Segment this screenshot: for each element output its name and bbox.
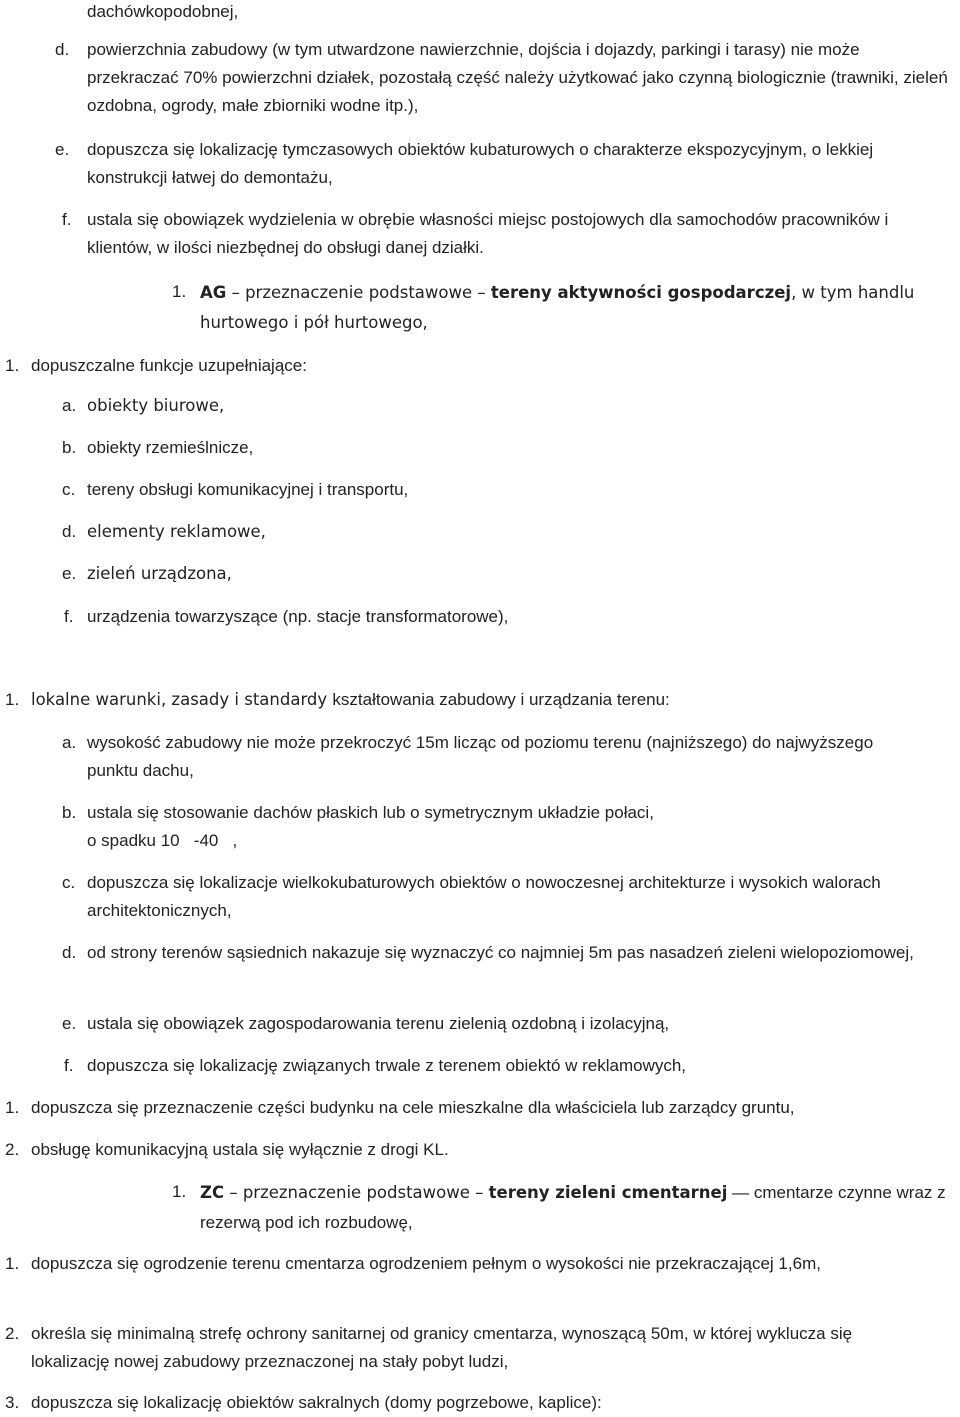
list-item — [62, 518, 942, 546]
list-marker: d. — [62, 943, 77, 962]
section-ag-text — [200, 278, 920, 338]
paragraph-fragment — [87, 0, 947, 26]
list-item-f — [62, 206, 955, 262]
list-item — [62, 560, 942, 588]
list-item — [5, 1136, 945, 1164]
section-ag-heading — [172, 278, 932, 338]
list-marker: e. — [62, 564, 77, 583]
list-marker: a. — [62, 733, 77, 752]
list-marker: f. — [62, 210, 72, 229]
list-item — [5, 1250, 915, 1278]
list-item — [62, 869, 942, 925]
list-marker: c. — [62, 480, 76, 499]
list-item-text: obsługę komunikacyjną ustala się wyłącznie z drogi KL. — [31, 1140, 449, 1159]
heading-text: dopuszczalne funkcje uzupełniające: — [31, 356, 307, 375]
heading-part-a: lokalne warunki, zasady i standardy — [31, 690, 333, 709]
list-item-text: zieleń urządzona, — [87, 564, 232, 583]
list-item — [62, 476, 942, 504]
list-marker: a. — [62, 396, 77, 415]
list-item-e — [55, 136, 955, 192]
list-item — [62, 729, 942, 785]
list-item — [5, 1320, 915, 1376]
zone-code: AG — [200, 283, 227, 302]
list-marker: d. — [62, 522, 77, 541]
list-item-text: dopuszcza się przeznaczenie części budynku na cele mieszkalne dla właściciela lub zarządcy gruntu, — [31, 1098, 795, 1117]
list-marker: b. — [62, 438, 77, 457]
list-item-text: dopuszcza się lokalizację tymczasowych obiektów kubaturowych o charakterze ekspozycyjnym, o lekkiej konstrukcji łatwej do demontażu, — [87, 140, 874, 187]
list-item-text: elementy reklamowe, — [87, 522, 266, 541]
list-marker: 3. — [5, 1393, 20, 1412]
funkcje-heading — [5, 352, 905, 380]
section-marker: 1. — [172, 1182, 187, 1201]
list-marker: f. — [64, 1056, 74, 1075]
zone-detail: , w tym handlu hurtowego i pół hurtowego, — [200, 283, 915, 332]
list-item-text: tereny obsługi komunikacyjnej i transportu, — [87, 480, 409, 499]
list-item-text: obiekty biurowe, — [87, 396, 225, 415]
list-marker: 2. — [5, 1140, 20, 1159]
list-item-text: dopuszcza się lokalizację obiektów sakralnych (domy pogrzebowe, kaplice): — [31, 1393, 602, 1412]
zone-detail: — cmentarze czynne wraz z rezerwą pod ich rozbudowę, — [200, 1183, 946, 1232]
list-item-text: ustala się obowiązek wydzielenia w obrębie własności miejsc postojowych dla samochodów pracowników i klientów, w ilości niezbędnej do obsługi danej działki. — [87, 210, 889, 257]
list-item — [62, 434, 942, 462]
zone-purpose: – przeznaczenie podstawowe – — [226, 283, 491, 302]
warunki-heading — [5, 686, 925, 714]
zone-type: tereny aktywności gospodarczej — [490, 283, 792, 302]
list-item-text: urządzenia towarzyszące (np. stacje transformatorowe), — [87, 607, 509, 626]
list-marker: 2. — [5, 1324, 20, 1343]
list-item-line2: o spadku 10 -40 , — [87, 831, 238, 850]
zone-code: ZC — [200, 1183, 225, 1202]
list-item — [5, 1094, 945, 1122]
zone-purpose: – przeznaczenie podstawowe – — [224, 1183, 489, 1202]
list-item — [64, 603, 944, 631]
heading-part-b: kształtowania zabudowy i urządzania terenu: — [332, 690, 670, 709]
fragment-text: dachówkopodobnej, — [87, 2, 239, 21]
list-item — [64, 1052, 944, 1080]
section-zc-text — [200, 1178, 960, 1238]
zone-type: tereny zieleni cmentarnej — [488, 1183, 728, 1202]
list-marker: 1. — [5, 1098, 20, 1117]
list-marker: b. — [62, 803, 77, 822]
list-item-text: od strony terenów sąsiednich nakazuje się wyznaczyć co najmniej 5m pas nasadzeń zieleni wielopoziomowej, — [87, 943, 914, 962]
list-item-text: określa się minimalną strefę ochrony sanitarnej od granicy cmentarza, wynoszącą 50m, w której wyklucza się lokalizację nowej zabudowy przeznaczonej na stały pobyt ludzi, — [31, 1324, 853, 1371]
list-item-line1: ustala się stosowanie dachów płaskich lub o symetrycznym układzie połaci, — [87, 803, 654, 822]
list-item-text: obiekty rzemieślnicze, — [87, 438, 254, 457]
list-item — [62, 1010, 942, 1038]
list-item — [62, 939, 942, 967]
heading-text — [31, 686, 925, 714]
list-item — [5, 1389, 915, 1417]
list-item-text: ustala się obowiązek zagospodarowania terenu zielenią ozdobną i izolacyjną, — [87, 1014, 670, 1033]
list-marker: f. — [64, 607, 74, 626]
list-marker: d. — [55, 40, 70, 59]
list-item-d — [55, 36, 955, 120]
list-item-text: powierzchnia zabudowy (w tym utwardzone nawierzchnie, dojścia i dojazdy, parkingi i tarasy) nie może przekraczać 70% powierzchni działek, pozostałą część należy użytkować jako czynną biologicznie (trawniki, zieleń ozdobna, ogrody, małe zbiorniki wodne itp.), — [87, 40, 948, 115]
section-marker: 1. — [5, 356, 20, 375]
list-marker: 1. — [5, 1254, 20, 1273]
section-marker: 1. — [5, 690, 20, 709]
list-item — [62, 799, 942, 855]
section-zc-heading — [172, 1178, 960, 1238]
list-item — [62, 392, 942, 420]
list-item-text: wysokość zabudowy nie może przekroczyć 15m licząc od poziomu terenu (najniższego) do najwyższego punktu dachu, — [87, 733, 874, 780]
list-item-text: dopuszcza się lokalizację związanych trwale z terenem obiektó w reklamowych, — [87, 1056, 687, 1075]
list-marker: e. — [62, 1014, 77, 1033]
list-marker: e. — [55, 140, 70, 159]
list-item-text: dopuszcza się lokalizacje wielkokubaturowych obiektów o nowoczesnej architekturze i wysokich walorach architektonicznych, — [87, 873, 881, 920]
list-item-text: dopuszcza się ogrodzenie terenu cmentarza ogrodzeniem pełnym o wysokości nie przekraczającej 1,6m, — [31, 1254, 821, 1273]
section-marker: 1. — [172, 282, 187, 301]
list-marker: c. — [62, 873, 76, 892]
